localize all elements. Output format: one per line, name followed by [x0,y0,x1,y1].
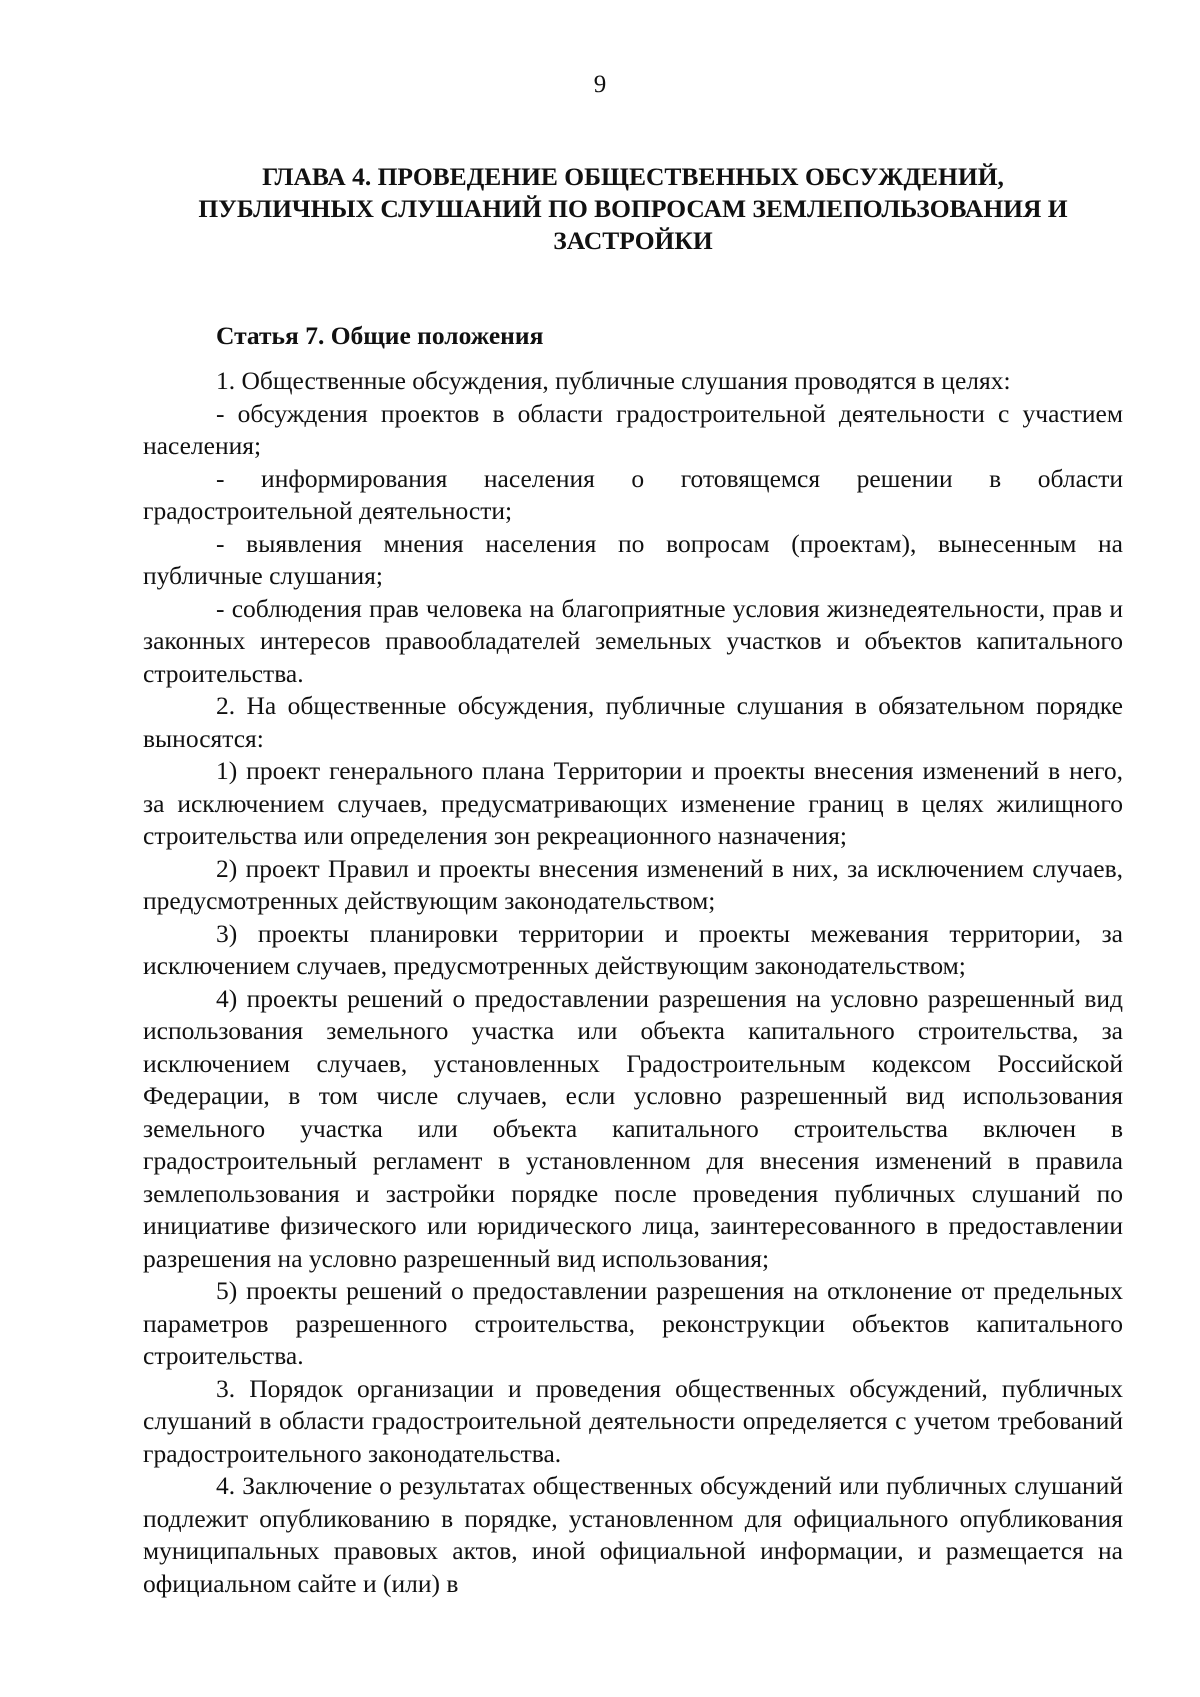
chapter-title [143,161,1123,257]
paragraph: - обсуждения проектов в области градостроительной деятельности с участием населения; [143,398,1123,460]
chapter-title-line: ЗАСТРОЙКИ [553,226,713,255]
paragraph: 3) проекты планировки территории и проекты межевания территории, за исключением случаев, предусмотренных действующим законодательством; [143,918,1123,980]
paragraph: 4) проекты решений о предоставлении разрешения на условно разрешенный вид использования земельного участка или объекта капитального строительства, за исключением случаев, установленных Градостроительным кодексом Российской Федерации, в том числе случаев, если условно разрешенный вид использования земельного участка или объекта капитального строительства включен в градостроительный регламент в установленном для внесения изменений в правила землепользования и застройки порядке после проведения публичных слушаний по инициативе физического или юридического лица, заинтересованного в предоставлении разрешения на условно разрешенный вид использования; [143,983,1123,1273]
paragraph: 3. Порядок организации и проведения общественных обсуждений, публичных слушаний в области градостроительной деятельности определяется с учетом требований градостроительного законодательства. [143,1373,1123,1468]
chapter-title-line: ГЛАВА 4. ПРОВЕДЕНИЕ ОБЩЕСТВЕННЫХ ОБСУЖДЕНИЙ, [262,162,1004,191]
paragraph: - выявления мнения населения по вопросам (проектам), вынесенным на публичные слушания; [143,528,1123,590]
article-title: Статья 7. Общие положения [216,321,544,350]
paragraph: 1. Общественные обсуждения, публичные слушания проводятся в целях: [216,366,1011,395]
paragraph: 5) проекты решений о предоставлении разрешения на отклонение от предельных параметров разрешенного строительства, реконструкции объектов капитального строительства. [143,1276,1123,1370]
article-body [143,365,1123,1600]
paragraph: - информирования населения о готовящемся решении в области градостроительной деятельности; [143,463,1123,525]
paragraph: 4. Заключение о результатах общественных обсуждений или публичных слушаний подлежит опубликованию в порядке, установленном для официального опубликования муниципальных правовых актов, иной официальной информации, и размещается на официальном сайте и (или) в [143,1471,1123,1598]
page-number: 9 [593,71,607,98]
paragraph: 2. На общественные обсуждения, публичные слушания в обязательном порядке выносятся: [143,691,1123,753]
paragraph: 2) проект Правил и проекты внесения изменений в них, за исключением случаев, предусмотренных действующим законодательством; [143,853,1123,915]
paragraph: - соблюдения прав человека на благоприятные условия жизнедеятельности, прав и законных интересов правообладателей земельных участков и объектов капитального строительства. [143,593,1123,688]
chapter-title-line: ПУБЛИЧНЫХ СЛУШАНИЙ ПО ВОПРОСАМ ЗЕМЛЕПОЛЬЗОВАНИЯ И [198,194,1068,223]
paragraph: 1) проект генерального плана Территории и проекты внесения изменений в него, за исключением случаев, предусматривающих изменение границ в целях жилищного строительства или определения зон рекреационного назначения; [143,756,1123,850]
